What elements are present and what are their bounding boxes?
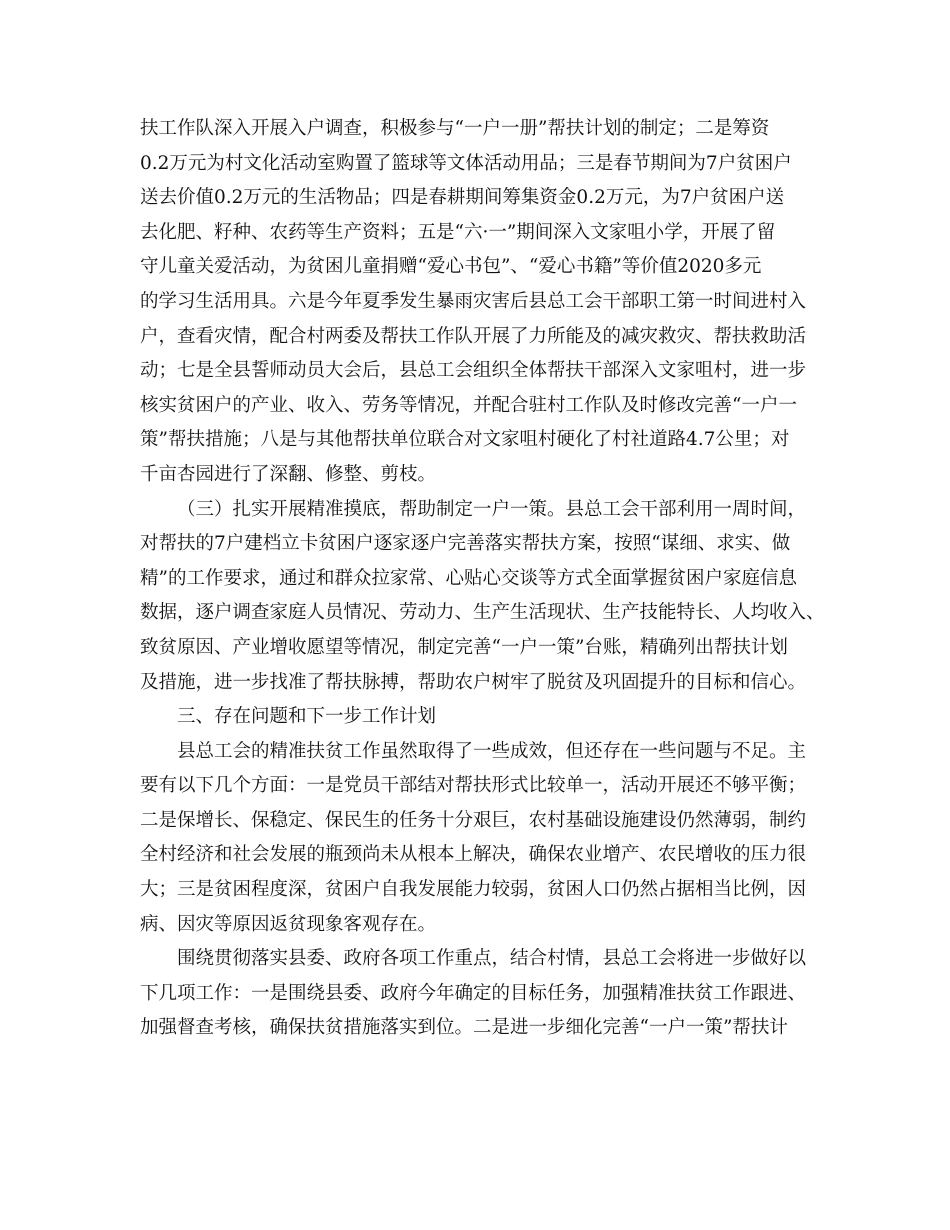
text-line: 去化肥、籽种、农药等生产资料；五是“六·一”期间深入文家咀小学，开展了留 (140, 221, 776, 243)
paragraph-next-steps (140, 942, 818, 1046)
text-line: 送去价值0.2万元的生活物品；四是春耕期间筹集资金0.2万元，为7户贫困户送 (140, 187, 785, 209)
text-line: 致贫原因、产业增收愿望等情况，制定完善“一户一策”台账，精确列出帮扶计划 (140, 636, 788, 658)
text-line: 精”的工作要求，通过和群众拉家常、心贴心交谈等方式全面掌握贫困户家庭信息 (140, 567, 797, 589)
paragraph-existing-problems (140, 735, 818, 943)
text-line: 要有以下几个方面：一是党员干部结对帮扶形式比较单一，活动开展还不够平衡； (140, 775, 807, 797)
text-line: 围绕贯彻落实县委、政府各项工作重点，结合村情，县总工会将进一步做好以 (177, 948, 807, 970)
text-line: 及措施，进一步找准了帮扶脉搏，帮助农户树牢了脱贫及巩固提升的目标和信心。 (140, 671, 807, 693)
text-line: 动；七是全县誓师动员大会后，县总工会组织全体帮扶干部深入文家咀村，进一步 (140, 360, 807, 382)
text-line: 下几项工作：一是围绕县委、政府今年确定的目标任务，加强精准扶贫工作跟进、 (140, 982, 807, 1004)
section-heading-text: 三、存在问题和下一步工作计划 (177, 706, 437, 728)
text-line: 加强督查考核，确保扶贫措施落实到位。二是进一步细化完善“一户一策”帮扶计 (140, 1017, 788, 1039)
text-line: 全村经济和社会发展的瓶颈尚未从根本上解决，确保农业增产、农民增收的压力很 (140, 844, 807, 866)
text-line: 户，查看灾情，配合村两委及帮扶工作队开展了力所能及的减灾救灾、帮扶救助活 (140, 325, 807, 347)
text-line: 对帮扶的7户建档立卡贫困户逐家逐户完善落实帮扶方案，按照“谋细、求实、做 (140, 533, 791, 555)
text-line: （三）扎实开展精准摸底，帮助制定一户一策。县总工会干部利用一周时间， (177, 498, 807, 520)
paragraph-precise-survey (140, 493, 825, 701)
text-line: 扶工作队深入开展入户调查，积极参与“一户一册”帮扶计划的制定；二是筹资 (140, 118, 770, 139)
text-line: 数据，逐户调查家庭人员情况、劳动力、生产生活现状、生产技能特长、人均收入、 (140, 602, 825, 624)
text-line: 大；三是贫困程度深，贫困户自我发展能力较弱，贫困人口仍然占据相当比例，因 (140, 879, 807, 901)
text-line: 的学习生活用具。六是今年夏季发生暴雨灾害后县总工会干部职工第一时间进村入 (140, 290, 807, 312)
text-line: 病、因灾等原因返贫现象客观存在。 (140, 913, 437, 935)
text-line: 核实贫困户的产业、收入、劳务等情况，并配合驻村工作队及时修改完善“一户一 (140, 394, 797, 416)
section-heading-problems-and-plan (140, 700, 818, 735)
text-line: 千亩杏园进行了深翻、修整、剪枝。 (140, 463, 437, 485)
document-body (140, 112, 825, 1046)
text-line: 0.2万元为村文化活动室购置了篮球等文体活动用品；三是春节期间为7户贫困户 (140, 152, 792, 174)
text-line: 二是保增长、保稳定、保民生的任务十分艰巨，农村基础设施建设仍然薄弱，制约 (140, 809, 807, 831)
paragraph-assistance-measures (140, 112, 818, 493)
text-line: 守儿童关爱活动，为贫困儿童捐赠“爱心书包”、“爱心书籍”等价值2020多元 (140, 256, 762, 278)
text-line: 县总工会的精准扶贫工作虽然取得了一些成效，但还存在一些问题与不足。主 (177, 740, 807, 762)
text-line: 策”帮扶措施；八是与其他帮扶单位联合对文家咀村硬化了村社道路4.7公里；对 (140, 429, 790, 451)
